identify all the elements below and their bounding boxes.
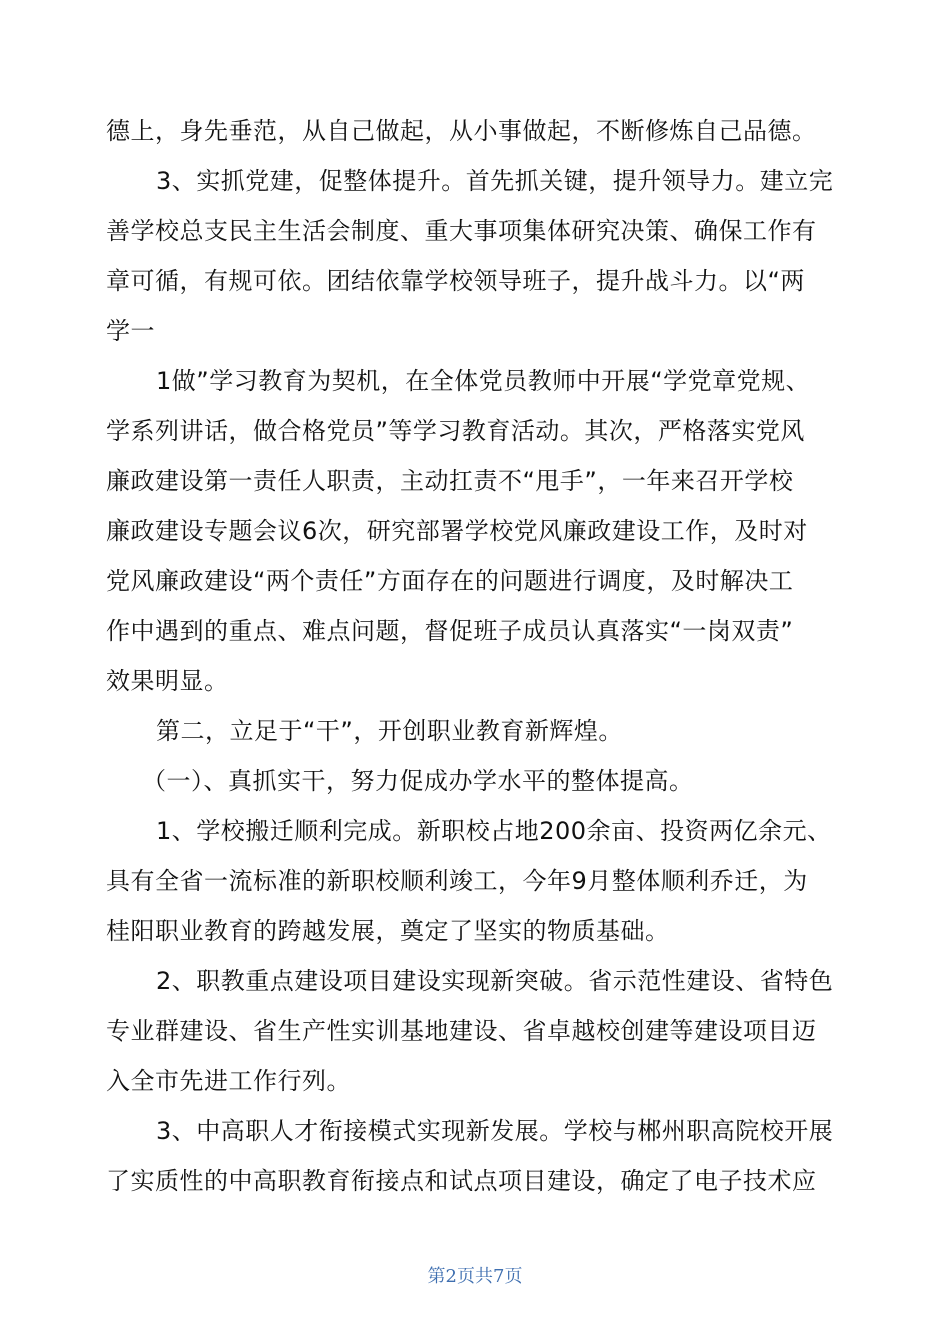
text-line: 桂阳职业教育的跨越发展，奠定了坚实的物质基础。 <box>106 917 670 945</box>
text-line: 2、职教重点建设项目建设实现新突破。省示范性建设、省特色 <box>156 967 834 995</box>
text-line: 具有全省一流标准的新职校顺利竣工，今年9月整体顺利乔迁，为 <box>106 867 808 895</box>
body-text <box>106 106 846 1206</box>
page-number: 第2页共7页 <box>427 1266 523 1287</box>
text-line: 学系列讲话，做合格党员”等学习教育活动。其次，严格落实党风 <box>106 417 805 445</box>
text-line: 善学校总支民主生活会制度、重大事项集体研究决策、确保工作有 <box>106 217 817 245</box>
text-line: 1做”学习教育为契机，在全体党员教师中开展“学党章党规、 <box>156 367 811 395</box>
text-line: 了实质性的中高职教育衔接点和试点项目建设，确定了电子技术应 <box>106 1167 817 1195</box>
text-line: 廉政建设第一责任人职责，主动扛责不“甩手”，一年来召开学校 <box>106 467 794 495</box>
text-line: 章可循，有规可依。团结依靠学校领导班子，提升战斗力。以“两 <box>106 267 805 295</box>
text-line: 作中遇到的重点、难点问题，督促班子成员认真落实“一岗双责” <box>106 617 794 645</box>
text-line: 德上，身先垂范，从自己做起，从小事做起，不断修炼自己品德。 <box>106 117 817 145</box>
text-line: 效果明显。 <box>106 667 229 695</box>
text-line: 党风廉政建设“两个责任”方面存在的问题进行调度，及时解决工 <box>106 567 794 595</box>
text-line: 学一 <box>106 317 155 345</box>
text-line: 3、中高职人才衔接模式实现新发展。学校与郴州职高院校开展 <box>156 1117 834 1145</box>
text-line: 入全市先进工作行列。 <box>106 1067 351 1095</box>
text-line: 3、实抓党建，促整体提升。首先抓关键，提升领导力。建立完 <box>156 167 834 195</box>
text-line: 1、学校搬迁顺利完成。新职校占地200余亩、投资两亿余元、 <box>156 817 832 845</box>
text-line: 专业群建设、省生产性实训基地建设、省卓越校创建等建设项目迈 <box>106 1017 817 1045</box>
subsection-heading: （一）、真抓实干，努力促成办学水平的整体提高。 <box>142 767 694 795</box>
text-line: 廉政建设专题会议6次，研究部署学校党风廉政建设工作，及时对 <box>106 517 808 545</box>
section-heading: 第二，立足于“干”，开创职业教育新辉煌。 <box>156 717 623 745</box>
